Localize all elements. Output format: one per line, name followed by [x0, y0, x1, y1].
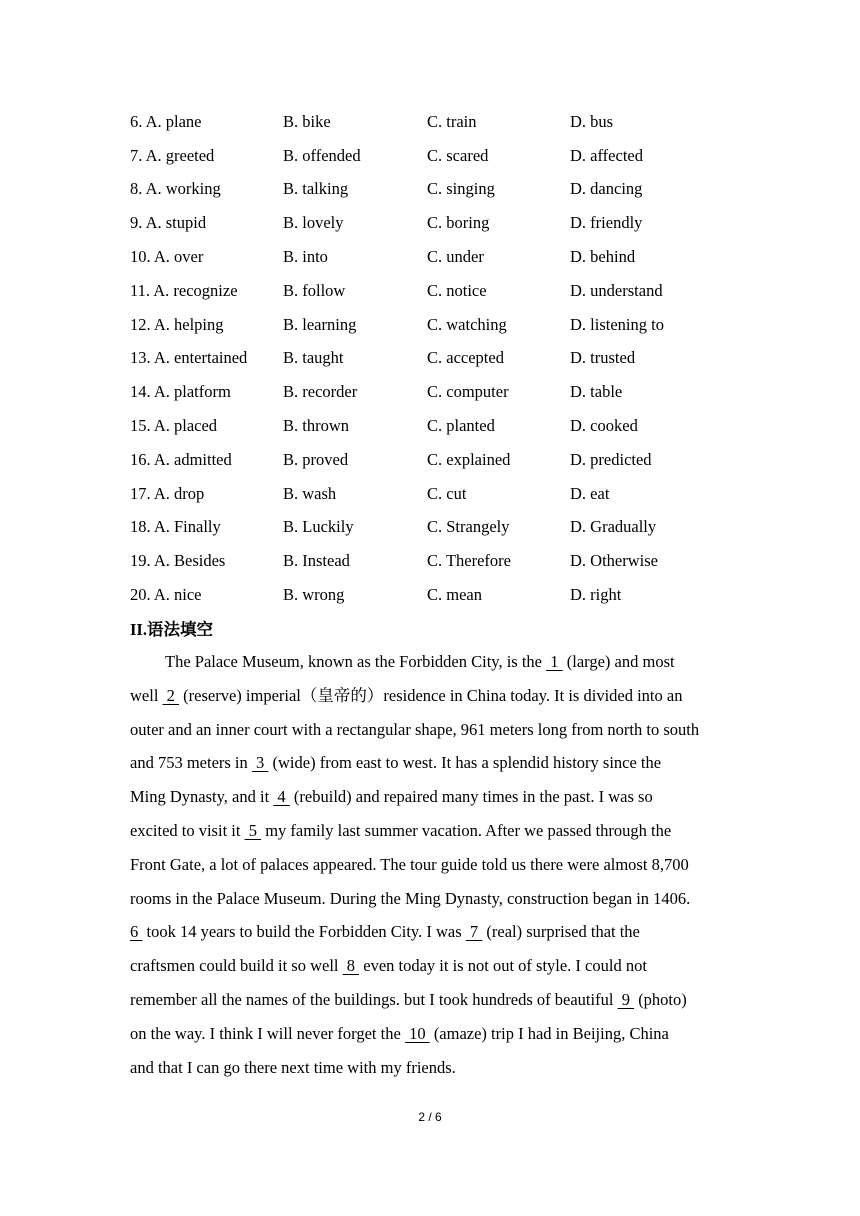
- option-row-20: [130, 578, 750, 612]
- option-a: 13. A. entertained: [130, 348, 248, 368]
- option-c: C. cut: [427, 483, 467, 503]
- option-row-15: [130, 409, 750, 443]
- blank-10: 10: [404, 1023, 430, 1043]
- blank-4: 4: [273, 787, 290, 807]
- cloze-passage: [130, 645, 730, 1084]
- option-row-13: [130, 342, 750, 376]
- option-b: B. lovely: [283, 213, 344, 233]
- passage-text: Front Gate, a lot of palaces appeared. The tour guide told us there were almost 8,700: [130, 854, 689, 874]
- passage-line: [130, 848, 730, 882]
- passage-text: remember all the names of the buildings. but I took hundreds of beautiful 9 (photo): [130, 989, 687, 1009]
- passage-text: outer and an inner court with a rectangular shape, 961 meters long from north to south: [130, 719, 700, 739]
- passage-text: Ming Dynasty, and it 4 (rebuild) and repaired many times in the past. I was so: [130, 787, 653, 807]
- option-c: C. explained: [427, 449, 511, 469]
- page-number: 2 / 6: [418, 1110, 442, 1124]
- option-b: B. learning: [283, 314, 357, 334]
- option-row-11: [130, 274, 750, 308]
- passage-line: [130, 645, 730, 679]
- passage-line: [130, 814, 730, 848]
- option-a: 8. A. working: [130, 179, 221, 199]
- option-a: 9. A. stupid: [130, 213, 207, 233]
- blank-6: 6: [130, 922, 143, 942]
- option-d: D. dancing: [570, 179, 643, 199]
- option-c: C. boring: [427, 213, 490, 233]
- option-d: D. predicted: [570, 449, 652, 469]
- option-a: 17. A. drop: [130, 483, 205, 503]
- passage-text: 6 took 14 years to build the Forbidden City. I was 7 (real) surprised that the: [130, 922, 640, 942]
- passage-line: [130, 949, 730, 983]
- passage-line: [130, 882, 730, 916]
- passage-text: well 2 (reserve) imperial（皇帝的）residence in China today. It is divided into an: [130, 685, 683, 705]
- passage-line: [130, 746, 730, 780]
- passage-line: [130, 983, 730, 1017]
- passage-line: [130, 780, 730, 814]
- option-a: 11. A. recognize: [130, 280, 238, 300]
- option-b: B. recorder: [283, 382, 358, 402]
- option-d: D. Otherwise: [570, 551, 658, 571]
- section-heading: II.语法填空: [130, 620, 213, 639]
- option-c: C. Therefore: [427, 551, 511, 571]
- passage-line: [130, 1017, 730, 1051]
- option-c: C. Strangely: [427, 517, 510, 537]
- option-b: B. bike: [283, 111, 331, 131]
- option-d: D. friendly: [570, 213, 643, 233]
- passage-line: [130, 1051, 730, 1085]
- blank-2: 2: [162, 685, 180, 705]
- blank-9: 9: [617, 989, 635, 1009]
- option-row-19: [130, 544, 750, 578]
- blank-3: 3: [251, 753, 269, 773]
- option-a: 14. A. platform: [130, 382, 231, 402]
- passage-text: The Palace Museum, known as the Forbidden City, is the 1 (large) and most: [165, 652, 675, 671]
- option-b: B. follow: [283, 280, 346, 300]
- option-row-8: [130, 173, 750, 207]
- passage-text: and that I can go there next time with my friends.: [130, 1057, 456, 1077]
- option-b: B. into: [283, 247, 328, 267]
- passage-text: craftsmen could build it so well 8 even today it is not out of style. I could not: [130, 956, 647, 976]
- option-row-6: [130, 105, 750, 139]
- blank-7: 7: [465, 922, 483, 942]
- option-row-7: [130, 139, 750, 173]
- option-d: D. behind: [570, 247, 636, 267]
- option-d: D. right: [570, 585, 622, 605]
- passage-text: and 753 meters in 3 (wide) from east to west. It has a splendid history since the: [130, 753, 662, 773]
- option-a: 15. A. placed: [130, 416, 218, 436]
- option-row-12: [130, 308, 750, 342]
- option-b: B. Instead: [283, 551, 350, 571]
- option-c: C. planted: [427, 416, 495, 436]
- passage-line: [130, 679, 730, 713]
- option-d: D. listening to: [570, 314, 664, 334]
- option-a: 20. A. nice: [130, 585, 202, 605]
- option-a: 10. A. over: [130, 247, 204, 267]
- option-b: B. Luckily: [283, 517, 354, 537]
- option-a: 16. A. admitted: [130, 449, 232, 469]
- option-b: B. offended: [283, 145, 361, 165]
- option-d: D. understand: [570, 280, 663, 300]
- option-c: C. singing: [427, 179, 495, 199]
- option-a: 12. A. helping: [130, 314, 224, 334]
- passage-text: rooms in the Palace Museum. During the Ming Dynasty, construction began in 1406.: [130, 888, 691, 908]
- option-d: D. affected: [570, 145, 643, 165]
- option-c: C. computer: [427, 382, 509, 402]
- passage-text: excited to visit it 5 my family last summer vacation. After we passed through the: [130, 820, 672, 840]
- option-b: B. wrong: [283, 585, 345, 605]
- option-row-17: [130, 477, 750, 511]
- option-c: C. train: [427, 111, 477, 131]
- passage-line: [130, 713, 730, 747]
- option-d: D. bus: [570, 111, 614, 131]
- blank-1: 1: [546, 652, 563, 671]
- option-row-9: [130, 206, 750, 240]
- choice-options-table: [130, 105, 750, 612]
- option-a: 18. A. Finally: [130, 517, 221, 537]
- option-b: B. thrown: [283, 416, 349, 436]
- option-c: C. watching: [427, 314, 507, 334]
- option-a: 7. A. greeted: [130, 145, 215, 165]
- option-d: D. Gradually: [570, 517, 657, 537]
- passage-line: [130, 915, 730, 949]
- option-row-16: [130, 443, 750, 477]
- option-d: D. table: [570, 382, 623, 402]
- option-c: C. under: [427, 247, 484, 267]
- option-c: C. notice: [427, 280, 487, 300]
- option-a: 19. A. Besides: [130, 551, 226, 571]
- option-c: C. accepted: [427, 348, 504, 368]
- passage-text: on the way. I think I will never forget the 10 (amaze) trip I had in Beijing, China: [130, 1023, 669, 1043]
- blank-8: 8: [342, 956, 360, 976]
- option-d: D. trusted: [570, 348, 636, 368]
- option-row-18: [130, 511, 750, 545]
- option-row-14: [130, 375, 750, 409]
- option-b: B. talking: [283, 179, 349, 199]
- option-c: C. mean: [427, 585, 482, 605]
- option-row-10: [130, 240, 750, 274]
- option-d: D. cooked: [570, 416, 638, 436]
- option-a: 6. A. plane: [130, 111, 202, 131]
- option-c: C. scared: [427, 145, 489, 165]
- blank-5: 5: [244, 820, 262, 840]
- option-d: D. eat: [570, 483, 610, 503]
- option-b: B. wash: [283, 483, 337, 503]
- option-b: B. proved: [283, 449, 349, 469]
- option-b: B. taught: [283, 348, 344, 368]
